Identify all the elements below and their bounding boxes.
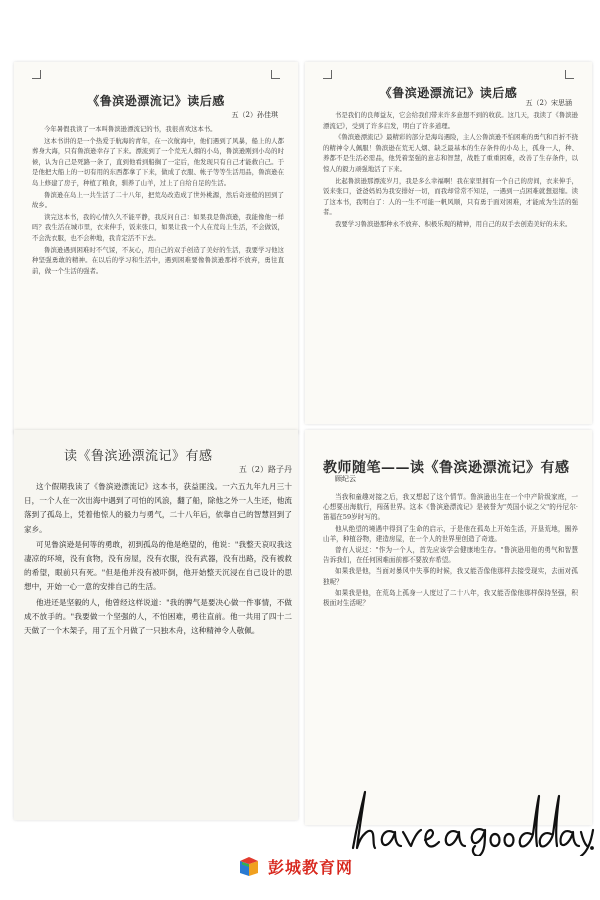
- paragraph: 他进还是坚毅的人，他曾经这样说道："我的脾气是要决心做一件事情，不做成不放手的。"我要做一个坚强的人，不怕困难，勇往直前。他一共用了四十二天做了一个木架子，用了五个月做了一只独木舟，这种精神令人敬佩。: [24, 597, 292, 636]
- essay-page-3: [14, 430, 298, 820]
- essay-page-1: [14, 62, 298, 434]
- essay-body: [323, 110, 578, 231]
- paragraph: 这本书讲的是一个热爱于航海的青年，在一次航海中，他们遇到了风暴，船上的人都葬身大海，只有鲁滨逊幸存了下来。漂流到了一个荒无人烟的小岛，鲁滨逊刚到小岛的时候，认为自己是死路一条了，直到他看到船搁了一定后，他发现只有自己才能救自己。于是他把大船上的一切有用的东西都拿了下来，做成了衣服、帐子等等生活用品，鲁滨逊在岛上修建了房子，种植了粮食，驯养了山羊，过上了自给自足的生活。: [32, 136, 284, 187]
- crop-mark: [323, 70, 332, 79]
- essay-author: 五（2）路子丹: [238, 465, 292, 474]
- paragraph: 鲁滨逊遇到困难时不气馁，不灰心，用自己的双手创造了美好的生活，我要学习他这种坚强勇敢的精神。在以后的学习和生活中，遇到困难要像鲁滨逊那样不放弃，勇往直前，做一个生活的强者。: [32, 245, 284, 275]
- paragraph: 书是我们的良师益友，它会给我们带来许多意想不到的收获。这几天，我读了《鲁滨逊漂流记》，受到了许多启发，明白了许多道理。: [323, 111, 578, 130]
- handwriting-graphic: [345, 786, 595, 856]
- crop-mark: [565, 70, 574, 79]
- site-logo: [238, 854, 353, 878]
- paragraph: 他从绝望的境遇中得到了生命的启示，于是他在孤岛上开始生活，开垦荒地，圈养山羊，种植谷物，建造房屋，在一个人的世界里创造了奇迹。: [323, 524, 578, 543]
- paragraph: 《鲁滨逊漂流记》最精彩的部分是海岛遇险，主人公鲁滨逊不怕困难的勇气和百折不挠的精神令人佩服！鲁滨逊在荒无人烟、缺乏最基本的生存条件的小岛上，孤身一人，种、养都不是生活必需品，他凭着坚强的意志和智慧，战胜了重重困难，改善了生存条件，以惊人的毅力顽强地活了下来。: [323, 133, 578, 173]
- paragraph: 当我和童趣对接之后，我又想起了这个情节。鲁滨逊出生在一个中产阶级家庭，一心想要出海航行，闯荡世界。这本《鲁滨逊漂流记》是被誉为"英国小说之父"的丹尼尔·笛福在59岁时写的。: [323, 493, 578, 522]
- essay-page-4: [305, 430, 592, 825]
- paragraph: 比起鲁滨逊那漂流岁月，我是多么幸福啊！我在家里拥有一个自己的房间，衣来伸手，饭来张口，爸爸妈妈为我安排好一切，而我却常常不知足，一遇到一点困难就想退缩。读了这本书，我明白了：人的一生不可能一帆风顺，只有勇于面对困难，才能成为生活的强者。: [323, 176, 578, 217]
- paragraph: 可见鲁滨逊是何等的勇敢，初到孤岛的他是绝望的，他说："我整天哀叹我这凄凉的环境，没有食物，没有房屋，没有衣服，没有武器，没有出路，没有被救的希望，眼前只有死。"但是他并没有被吓倒，他开始整天沉浸在自己设计的思想中，开始一心一意的安排自己的生活。: [24, 539, 292, 592]
- paragraph: 今年暑假我读了一本叫鲁滨逊漂流记的书，我很喜欢这本书。: [44, 125, 217, 133]
- crop-mark: [271, 70, 280, 79]
- essay-body: [323, 492, 578, 609]
- essay-title: 《鲁滨逊漂流记》读后感: [379, 86, 518, 101]
- essay-author: 五（2）宋思涵: [525, 99, 572, 107]
- essay-title: 教师随笔——读《鲁滨逊漂流记》有感: [323, 460, 570, 477]
- paragraph: 如果我是他，在荒岛上孤身一人度过了二十八年，我又能否像他那样保持坚强，积极面对生活呢？: [323, 588, 578, 608]
- logo-text: 彭城教育网: [268, 857, 354, 877]
- essay-page-2: [305, 62, 592, 424]
- paragraph: 我要学习鲁滨逊那种永不放弃、积极乐观的精神，用自己的双手去创造美好的未来。: [335, 219, 572, 228]
- paragraph: 这个假期我读了《鲁滨逊漂流记》这本书，获益匪浅。一六五九年九月三十日，一个人在一次出海中遇到了可怕的风浪，翻了船，除他之外一人生还，他流落到了孤岛上，凭着他惊人的毅力与勇气，二十八年后，依靠自己的智慧回到了家乡。: [24, 482, 292, 534]
- essay-body: [24, 480, 292, 639]
- paragraph: 读完这本书，我的心情久久不能平静，我反问自己：如果我是鲁滨逊，我能像他一样吗？我生活在城市里，衣来伸手，饭来张口，如果让我一个人在荒岛上生活，不会做饭，不会洗衣服，也不会种地，我肯定活不下去。: [32, 212, 284, 242]
- essay-title: 《鲁滨逊漂流记》读后感: [87, 94, 225, 109]
- essay-body: [32, 124, 284, 277]
- essay-author: 顾纪云: [335, 475, 356, 483]
- paragraph: 曾有人说过："作为一个人，首先应该学会健康地生存。"鲁滨逊用他的勇气和智慧告诉我们，在任何困难面前都不要放弃希望。: [323, 546, 578, 565]
- essay-title: 读《鲁滨逊漂流记》有感: [64, 448, 213, 464]
- paragraph: 鲁滨逊在岛上一共生活了二十八年，把荒岛改造成了世外桃源，然后奇迹般的回到了故乡。: [32, 190, 284, 210]
- essay-author: 五（2）孙佳琪: [231, 111, 278, 119]
- crop-mark: [32, 70, 41, 79]
- paragraph: 如果我是他，当面对暴风中失事的时候，我又能否像他那样去接受现实，去面对孤独呢？: [323, 567, 578, 586]
- book-icon: [238, 855, 260, 877]
